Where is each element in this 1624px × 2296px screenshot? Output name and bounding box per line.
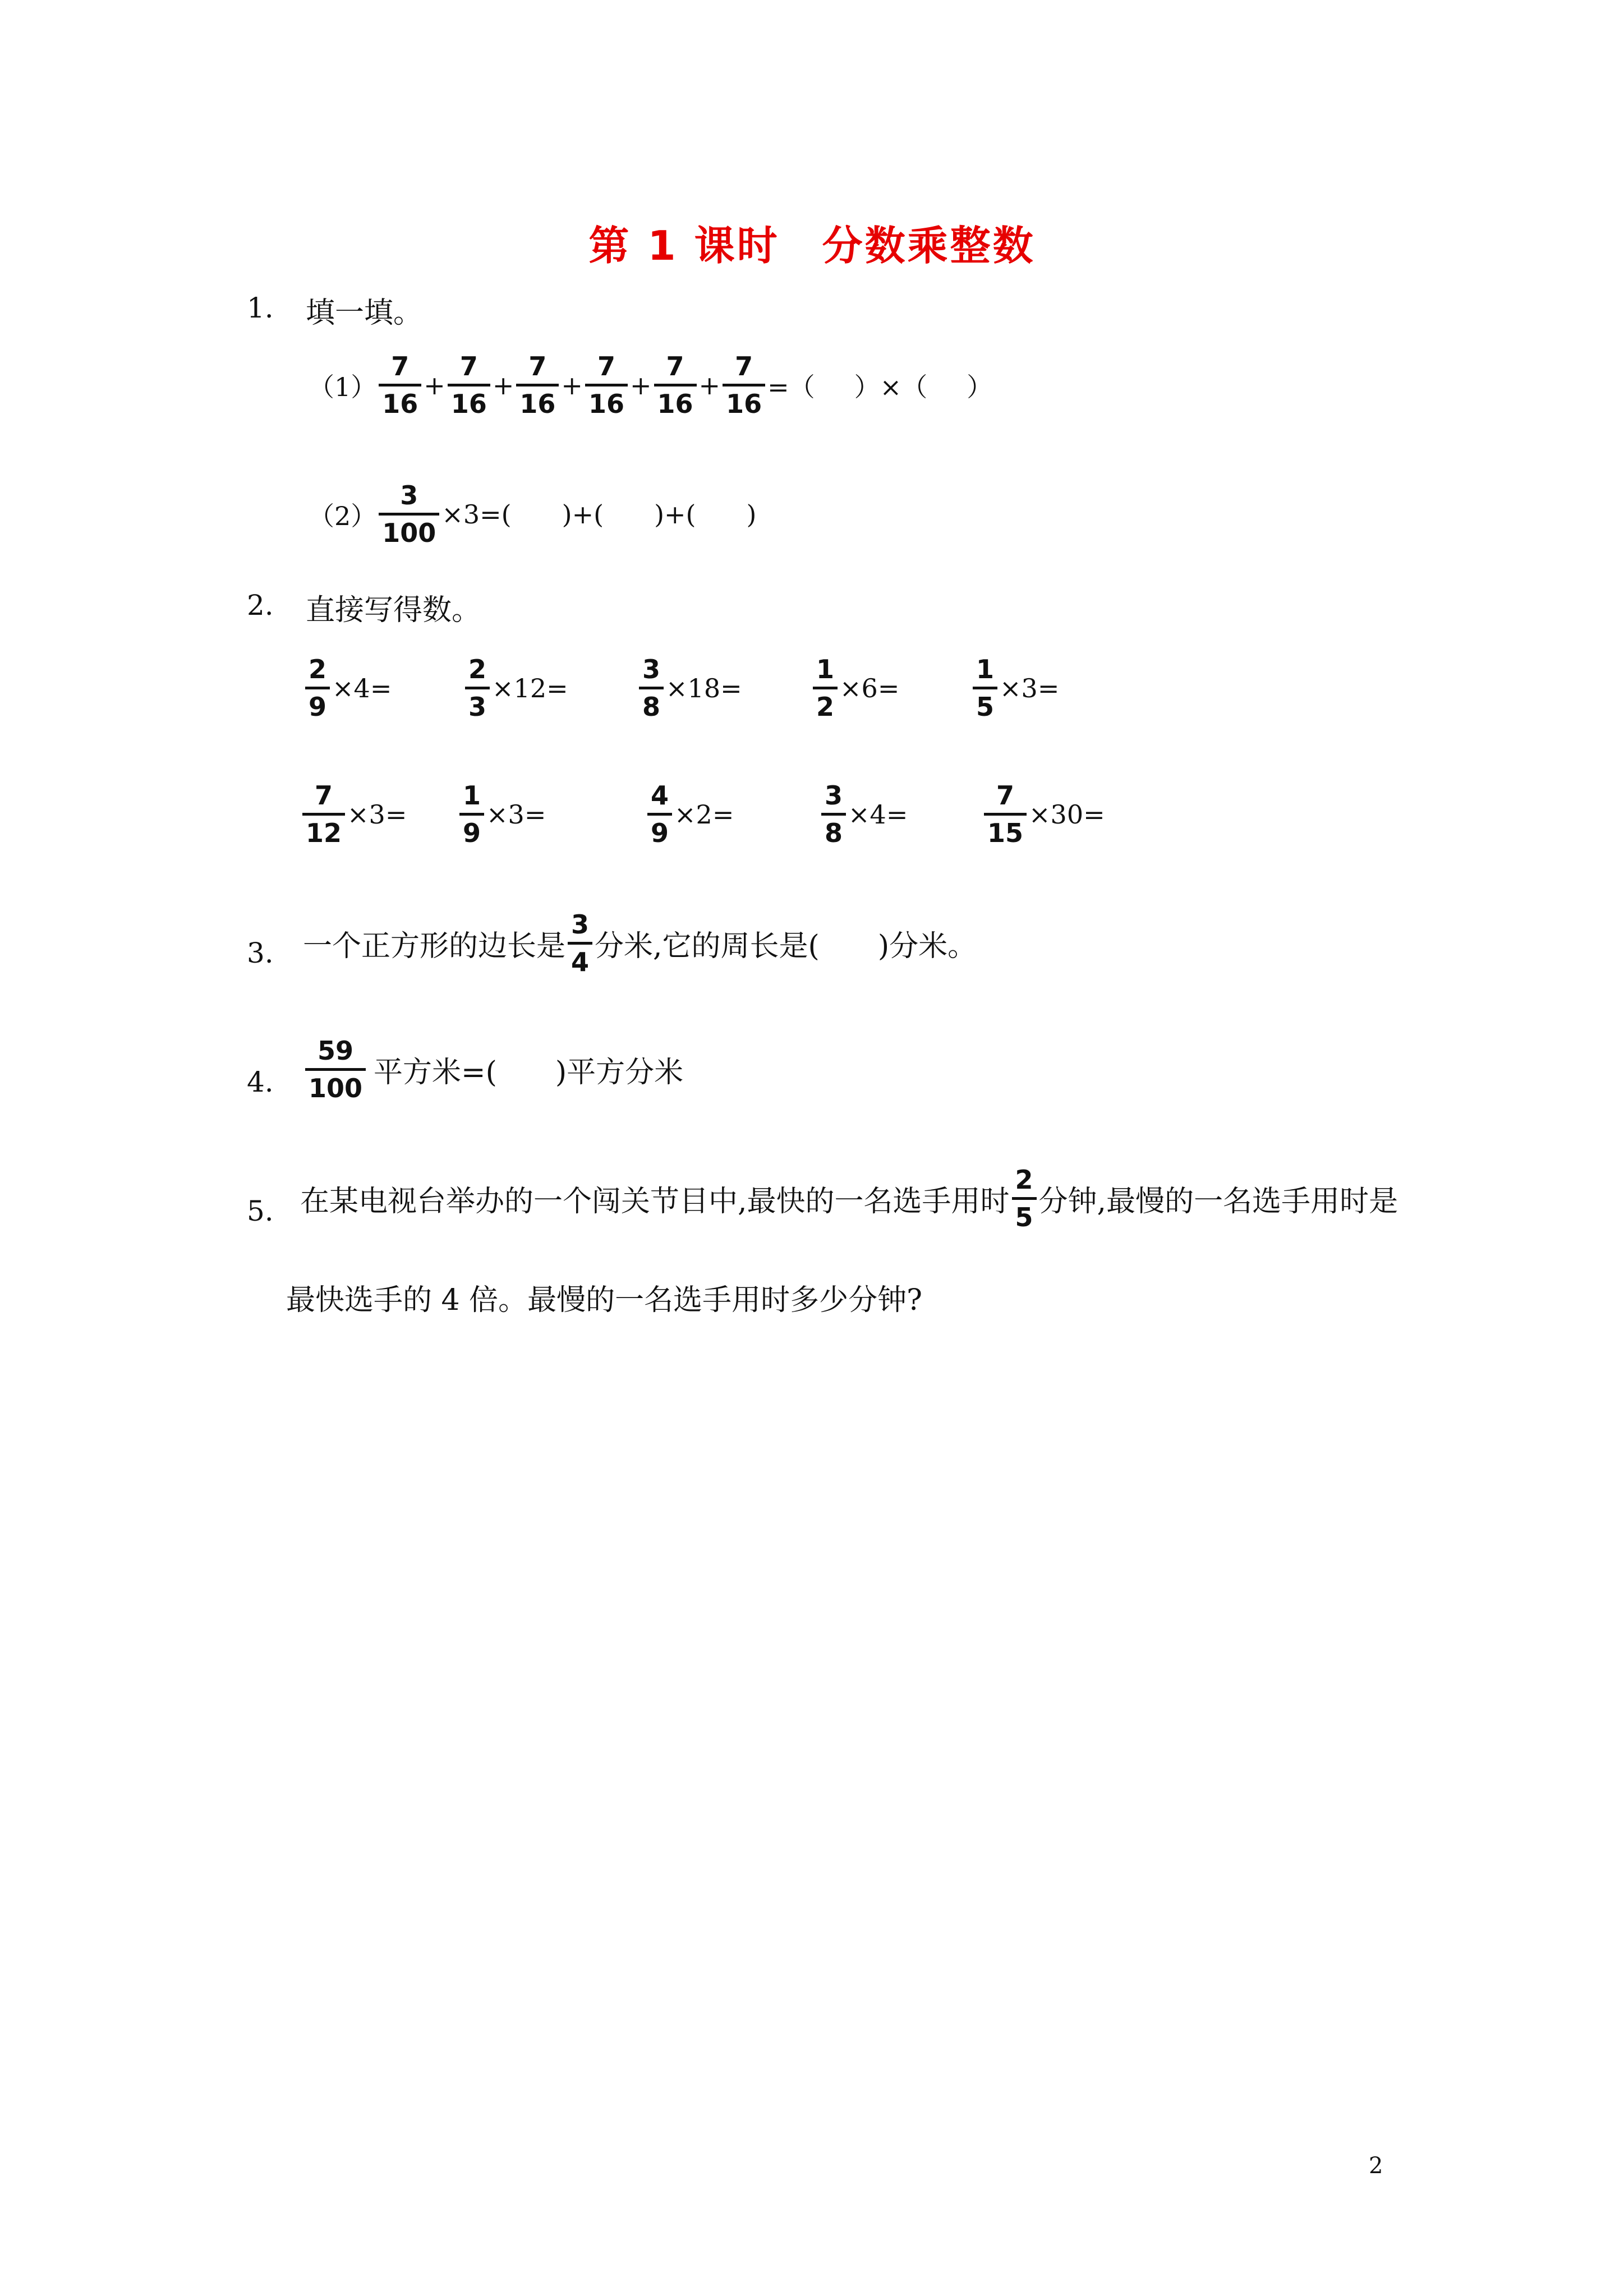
- q2-item: [303, 656, 392, 720]
- question-text: 分钟,最慢的一名选手用时是: [1038, 1185, 1398, 1218]
- q4-text: [303, 1038, 683, 1101]
- q2-item: [300, 780, 407, 848]
- fraction: $\frac{3}{100}$: [379, 482, 439, 546]
- q2-item: [982, 780, 1105, 848]
- expression: ×3=(: [441, 499, 512, 530]
- q2-item: [811, 656, 899, 720]
- expression: ×30=: [1029, 799, 1105, 830]
- expression: ): [746, 499, 757, 530]
- q2-text: 直接写得数。: [306, 593, 481, 627]
- q5-text-line2: 最快选手的 4 倍。最慢的一名选手用时多少分钟?: [286, 1283, 923, 1317]
- fraction: $\frac{3}{8}$: [821, 783, 846, 846]
- question-text: 在某电视台举办的一个闯关节目中,最快的一名选手用时: [300, 1185, 1010, 1218]
- expression: ×3=: [347, 799, 407, 830]
- fraction: $\frac{3}{8}$: [639, 656, 664, 720]
- q5-text: [300, 1167, 1398, 1230]
- q2-item: [970, 656, 1059, 720]
- fraction: $\frac{7}{16}$: [379, 353, 421, 417]
- q2-number: 2.: [247, 589, 274, 622]
- expression: )+(: [654, 499, 696, 530]
- plus-sign: +: [492, 370, 514, 401]
- fraction: $\frac{7}{16}$: [516, 353, 559, 417]
- fraction: $\frac{2}{5}$: [1012, 1167, 1037, 1230]
- fraction: $\frac{7}{15}$: [984, 783, 1027, 846]
- expression: ×4=: [848, 799, 908, 830]
- q3-text: [303, 909, 977, 977]
- fraction: $\frac{3}{4}$: [568, 912, 592, 975]
- fraction: $\frac{7}{12}$: [302, 783, 345, 846]
- fraction: $\frac{7}{16}$: [723, 353, 765, 417]
- expression: ×2=: [674, 799, 734, 830]
- q1-number: 1.: [247, 292, 274, 324]
- fraction: $\frac{1}{2}$: [813, 656, 838, 720]
- q2-item: [457, 780, 546, 848]
- fraction: $\frac{7}{16}$: [448, 353, 490, 417]
- fraction: $\frac{2}{3}$: [465, 656, 490, 720]
- expression: )+(: [562, 499, 604, 530]
- q1-part1-label: （1）: [309, 371, 377, 402]
- expression: ×4=: [332, 673, 392, 703]
- q2-item: [463, 656, 568, 720]
- plus-sign: +: [629, 370, 652, 401]
- q2-item: [645, 780, 734, 848]
- fraction: $\frac{7}{16}$: [585, 353, 628, 417]
- plus-sign: +: [698, 370, 721, 401]
- q1-text: 填一填。: [306, 296, 423, 330]
- fraction: $\frac{2}{9}$: [305, 656, 330, 720]
- expression: ×12=: [492, 673, 568, 703]
- fraction: $\frac{1}{5}$: [973, 656, 997, 720]
- fraction: $\frac{7}{16}$: [654, 353, 697, 417]
- q2-item: [819, 780, 908, 848]
- page-title: 第 1 课时 分数乘整数: [588, 222, 1036, 269]
- q5-number: 5.: [247, 1195, 274, 1227]
- equals-open: =（: [767, 371, 815, 402]
- expression: ×6=: [840, 673, 900, 703]
- question-text: 分米,它的周长是( )分米。: [595, 930, 977, 963]
- q1-part2-label: （2）: [309, 500, 377, 531]
- times-sign: ）×（: [854, 371, 928, 402]
- question-text: 平方米=( )平方分米: [374, 1056, 684, 1089]
- plus-sign: +: [424, 370, 445, 401]
- q4-number: 4.: [247, 1066, 274, 1098]
- page-number: 2: [1369, 2153, 1383, 2179]
- plus-sign: +: [561, 370, 583, 401]
- fraction: $\frac{1}{9}$: [459, 783, 484, 846]
- q1-part1: [309, 353, 992, 417]
- question-text: 一个正方形的边长是: [303, 930, 566, 963]
- fraction: $\frac{59}{100}$: [305, 1038, 366, 1101]
- expression: ×3=: [1000, 673, 1060, 703]
- q1-part2: [309, 482, 756, 546]
- q2-item: [637, 656, 742, 720]
- q3-number: 3.: [247, 937, 274, 969]
- expression: ×3=: [486, 799, 546, 830]
- expression: ×18=: [666, 673, 742, 703]
- fraction: $\frac{4}{9}$: [647, 783, 672, 846]
- close-paren: ）: [967, 371, 993, 402]
